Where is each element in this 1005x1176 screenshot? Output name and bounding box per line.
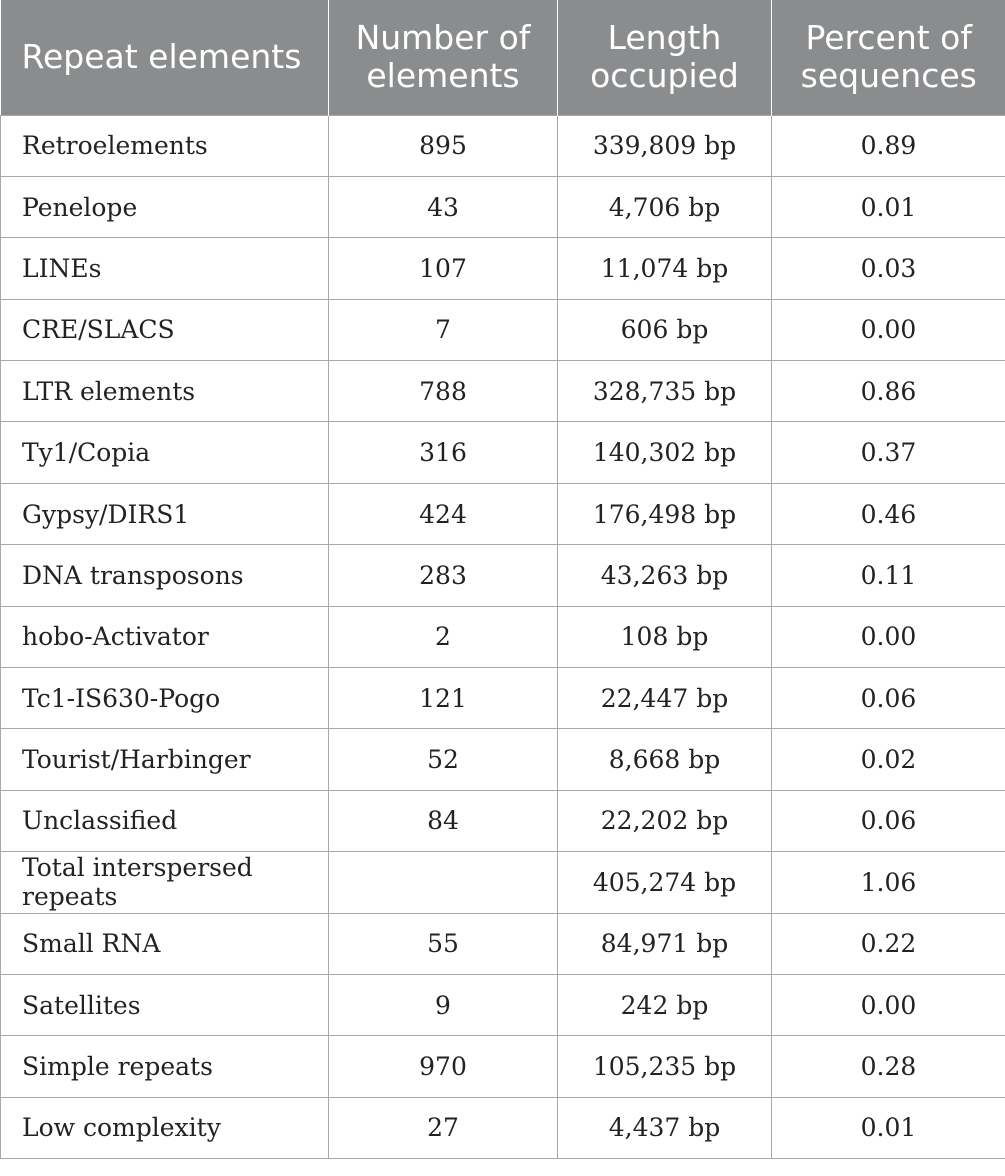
table-row: [1, 974, 1005, 1035]
table-body: [1, 115, 1005, 1159]
table-row: [1, 729, 1005, 790]
cell-percent: 0.86: [772, 361, 1005, 422]
cell-percent: 0.11: [772, 545, 1005, 606]
cell-percent: 0.03: [772, 238, 1005, 299]
cell-repeat-name: hobo-Activator: [1, 606, 329, 667]
table-row: [1, 238, 1005, 299]
table-row: [1, 1036, 1005, 1097]
table-row: [1, 1097, 1005, 1158]
cell-length: 242 bp: [558, 974, 772, 1035]
cell-length: 84,971 bp: [558, 913, 772, 974]
cell-count: 43: [329, 176, 558, 237]
cell-count: 52: [329, 729, 558, 790]
cell-count: 107: [329, 238, 558, 299]
table-row: [1, 422, 1005, 483]
cell-count: 283: [329, 545, 558, 606]
cell-length: 22,447 bp: [558, 668, 772, 729]
cell-percent: 0.37: [772, 422, 1005, 483]
cell-repeat-name: Tc1-IS630-Pogo: [1, 668, 329, 729]
cell-percent: 0.01: [772, 1097, 1005, 1158]
cell-percent: 0.01: [772, 176, 1005, 237]
header-percent-of-sequences: Percent of sequences: [772, 0, 1005, 115]
cell-repeat-name: Small RNA: [1, 913, 329, 974]
cell-count: 84: [329, 790, 558, 851]
cell-percent: 0.06: [772, 668, 1005, 729]
cell-length: 606 bp: [558, 299, 772, 360]
cell-count: 424: [329, 483, 558, 544]
cell-repeat-name: Ty1/Copia: [1, 422, 329, 483]
cell-length: 105,235 bp: [558, 1036, 772, 1097]
table-row: [1, 790, 1005, 851]
cell-repeat-name: Unclassified: [1, 790, 329, 851]
cell-length: 8,668 bp: [558, 729, 772, 790]
cell-length: 4,706 bp: [558, 176, 772, 237]
cell-count: [329, 852, 558, 913]
cell-percent: 0.00: [772, 974, 1005, 1035]
cell-count: 970: [329, 1036, 558, 1097]
cell-percent: 0.06: [772, 790, 1005, 851]
cell-percent: 0.00: [772, 299, 1005, 360]
table-row: [1, 483, 1005, 544]
cell-repeat-name: Gypsy/DIRS1: [1, 483, 329, 544]
cell-length: 11,074 bp: [558, 238, 772, 299]
cell-count: 895: [329, 115, 558, 176]
cell-repeat-name: DNA transposons: [1, 545, 329, 606]
cell-percent: 1.06: [772, 852, 1005, 913]
cell-length: 339,809 bp: [558, 115, 772, 176]
cell-percent: 0.02: [772, 729, 1005, 790]
cell-repeat-name: CRE/SLACS: [1, 299, 329, 360]
cell-count: 27: [329, 1097, 558, 1158]
cell-repeat-name: Satellites: [1, 974, 329, 1035]
cell-repeat-name: Penelope: [1, 176, 329, 237]
cell-repeat-name: Total interspersed repeats: [1, 852, 329, 913]
cell-length: 108 bp: [558, 606, 772, 667]
cell-count: 9: [329, 974, 558, 1035]
cell-percent: 0.46: [772, 483, 1005, 544]
cell-percent: 0.22: [772, 913, 1005, 974]
cell-length: 176,498 bp: [558, 483, 772, 544]
table-row: [1, 606, 1005, 667]
cell-length: 4,437 bp: [558, 1097, 772, 1158]
cell-count: 788: [329, 361, 558, 422]
cell-percent: 0.28: [772, 1036, 1005, 1097]
cell-repeat-name: Tourist/Harbinger: [1, 729, 329, 790]
header-repeat-elements: Repeat elements: [1, 0, 329, 115]
header-number-of-elements: Number of elements: [329, 0, 558, 115]
table-row: [1, 668, 1005, 729]
cell-percent: 0.00: [772, 606, 1005, 667]
cell-repeat-name: Low complexity: [1, 1097, 329, 1158]
table-row: [1, 299, 1005, 360]
cell-repeat-name: Simple repeats: [1, 1036, 329, 1097]
cell-count: 2: [329, 606, 558, 667]
cell-count: 316: [329, 422, 558, 483]
table-row: [1, 176, 1005, 237]
cell-length: 140,302 bp: [558, 422, 772, 483]
cell-count: 7: [329, 299, 558, 360]
table-row: [1, 852, 1005, 913]
cell-length: 43,263 bp: [558, 545, 772, 606]
table-row: [1, 545, 1005, 606]
cell-length: 22,202 bp: [558, 790, 772, 851]
header-row: [1, 0, 1005, 115]
cell-count: 55: [329, 913, 558, 974]
cell-repeat-name: LTR elements: [1, 361, 329, 422]
table-row: [1, 115, 1005, 176]
table-row: [1, 913, 1005, 974]
cell-length: 328,735 bp: [558, 361, 772, 422]
cell-length: 405,274 bp: [558, 852, 772, 913]
table-row: [1, 361, 1005, 422]
cell-count: 121: [329, 668, 558, 729]
header-length-occupied: Length occupied: [558, 0, 772, 115]
cell-repeat-name: Retroelements: [1, 115, 329, 176]
cell-repeat-name: LINEs: [1, 238, 329, 299]
cell-percent: 0.89: [772, 115, 1005, 176]
table-header: [1, 0, 1005, 115]
